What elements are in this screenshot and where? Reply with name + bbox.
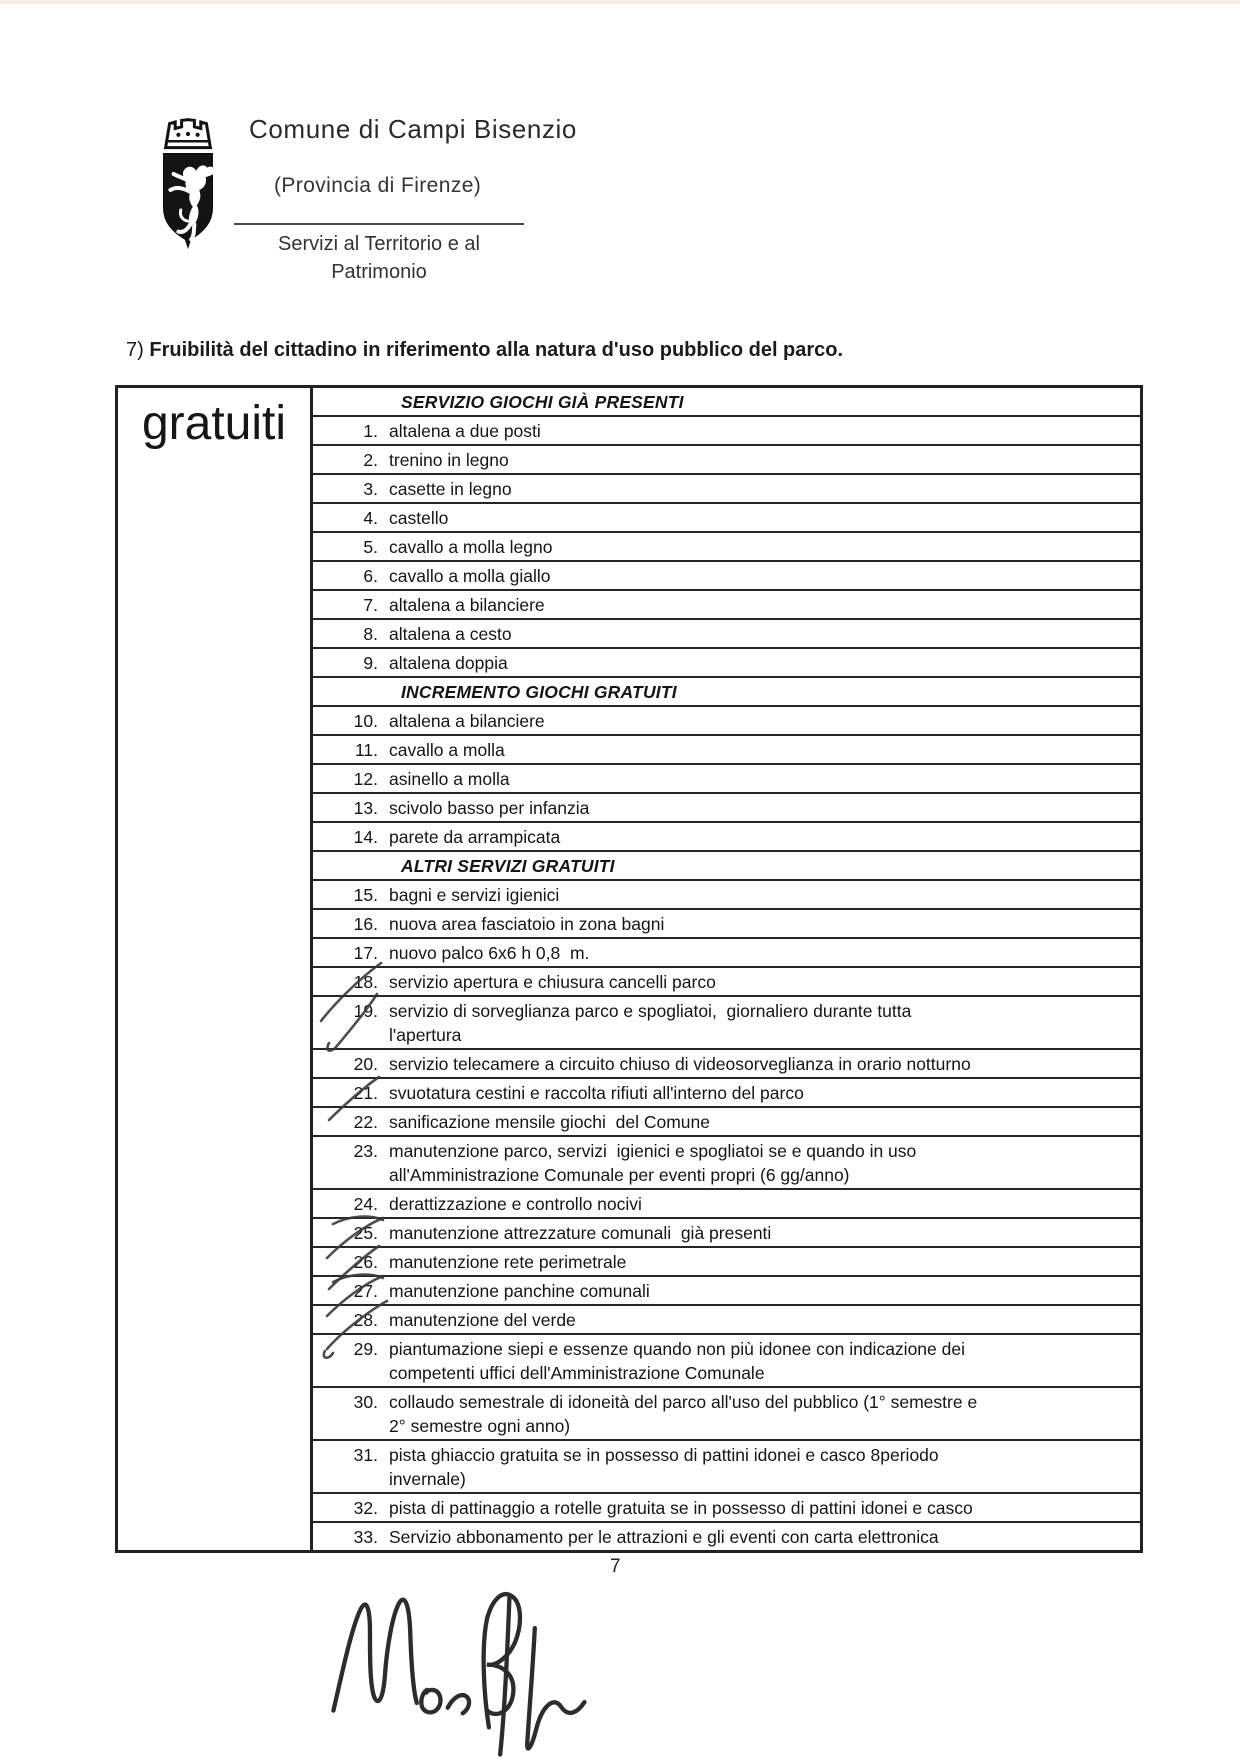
gratuiti-label: gratuiti — [141, 397, 287, 450]
row-number: 31. — [353, 1445, 378, 1465]
free-services-table — [115, 385, 1143, 1553]
section-header-label: SERVIZIO GIOCHI GIÀ PRESENTI — [401, 392, 684, 412]
section-header-row — [313, 678, 1140, 707]
table-row — [313, 939, 1140, 968]
row-number: 20. — [353, 1054, 378, 1074]
table-row — [313, 881, 1140, 910]
row-number: 4. — [363, 508, 378, 528]
table-row — [313, 1441, 1140, 1494]
row-number: 1. — [363, 421, 378, 441]
table-row — [313, 736, 1140, 765]
row-text: pista di pattinaggio a rotelle gratuita se in possesso di pattini idonei e casco — [389, 1498, 973, 1518]
table-row — [313, 620, 1140, 649]
row-number: 29. — [353, 1339, 378, 1359]
row-number: 27. — [353, 1281, 378, 1301]
row-text: pista ghiaccio gratuita se in possesso di pattini idonei e casco 8periodo invernale) — [389, 1445, 939, 1489]
row-text: altalena a bilanciere — [389, 711, 545, 731]
row-number: 18. — [353, 972, 378, 992]
row-text: nuovo palco 6x6 h 0,8 m. — [389, 943, 590, 963]
row-text: cavallo a molla — [389, 740, 505, 760]
row-number: 32. — [353, 1498, 378, 1518]
row-number: 22. — [353, 1112, 378, 1132]
row-text: Servizio abbonamento per le attrazioni e gli eventi con carta elettronica — [389, 1527, 939, 1547]
row-number: 13. — [353, 798, 378, 818]
section-header-row — [313, 852, 1140, 881]
row-number: 5. — [363, 537, 378, 557]
row-number: 3. — [363, 479, 378, 499]
table-row — [313, 1248, 1140, 1277]
section-heading-number: 7) — [126, 339, 144, 361]
row-text: svuotatura cestini e raccolta rifiuti all'interno del parco — [389, 1083, 804, 1103]
table-row — [313, 997, 1140, 1050]
table-row — [313, 707, 1140, 736]
table-row — [313, 1388, 1140, 1441]
table-row — [313, 1306, 1140, 1335]
section-header-row — [313, 388, 1140, 417]
row-number: 6. — [363, 566, 378, 586]
table-row — [313, 591, 1140, 620]
row-text: altalena a due posti — [389, 421, 541, 441]
row-text: altalena a bilanciere — [389, 595, 545, 615]
section-header-label: ALTRI SERVIZI GRATUITI — [401, 856, 615, 876]
row-text: asinello a molla — [389, 769, 510, 789]
table-row — [313, 504, 1140, 533]
department-line2: Patrimonio — [331, 261, 427, 283]
row-number: 17. — [353, 943, 378, 963]
row-number: 8. — [363, 624, 378, 644]
row-text: servizio telecamere a circuito chiuso di videosorveglianza in orario notturno — [389, 1054, 971, 1074]
table-row — [313, 417, 1140, 446]
table-row — [313, 1523, 1140, 1550]
row-text: manutenzione rete perimetrale — [389, 1252, 627, 1272]
row-text: trenino in legno — [389, 450, 509, 470]
table-row — [313, 562, 1140, 591]
table-row — [313, 1050, 1140, 1079]
table-rows — [313, 388, 1140, 1550]
row-text: scivolo basso per infanzia — [389, 798, 590, 818]
row-number: 30. — [353, 1392, 378, 1412]
row-text: bagni e servizi igienici — [389, 885, 560, 905]
table-row — [313, 1190, 1140, 1219]
row-text: manutenzione panchine comunali — [389, 1281, 650, 1301]
letterhead-department — [234, 230, 524, 286]
table-row — [313, 1079, 1140, 1108]
row-text: castello — [389, 508, 449, 528]
row-text: cavallo a molla legno — [389, 537, 553, 557]
row-number: 10. — [353, 711, 378, 731]
letterhead-province: (Provincia di Firenze) — [274, 174, 482, 197]
row-text: piantumazione siepi e essenze quando non più idonee con indicazione dei competenti uffici dell'Amministrazione Comunale — [389, 1339, 965, 1383]
row-number: 26. — [353, 1252, 378, 1272]
row-number: 23. — [353, 1141, 378, 1161]
row-number: 33. — [353, 1527, 378, 1547]
row-text: collaudo semestrale di idoneità del parco all'uso del pubblico (1° semestre e 2° semestre ogni anno) — [389, 1392, 978, 1436]
row-text: manutenzione del verde — [389, 1310, 576, 1330]
table-row — [313, 1219, 1140, 1248]
table-row — [313, 475, 1140, 504]
table-row — [313, 533, 1140, 562]
table-row — [313, 1137, 1140, 1190]
page-number: 7 — [610, 1556, 621, 1577]
row-text: manutenzione parco, servizi igienici e spogliatoi se e quando in uso all'Amministrazione Comunale per eventi propri (6 gg/anno) — [389, 1141, 917, 1185]
table-row — [313, 910, 1140, 939]
row-number: 19. — [353, 1001, 378, 1021]
row-text: altalena doppia — [389, 653, 508, 673]
row-number: 24. — [353, 1194, 378, 1214]
table-row — [313, 1494, 1140, 1523]
section-heading-text: Fruibilità del cittadino in riferimento alla natura d'uso pubblico del parco. — [149, 339, 844, 361]
department-line1: Servizi al Territorio e al — [278, 233, 480, 255]
row-text: casette in legno — [389, 479, 512, 499]
table-row — [313, 446, 1140, 475]
table-row — [313, 765, 1140, 794]
row-number: 25. — [353, 1223, 378, 1243]
section-header-label: INCREMENTO GIOCHI GRATUITI — [401, 682, 677, 702]
row-text: manutenzione attrezzature comunali già presenti — [389, 1223, 772, 1243]
table-row-label-cell — [118, 388, 313, 1550]
section-heading — [126, 339, 843, 362]
table-row — [313, 968, 1140, 997]
row-text: servizio apertura e chiusura cancelli parco — [389, 972, 716, 992]
row-text: derattizzazione e controllo nocivi — [389, 1194, 642, 1214]
municipal-coat-of-arms-logo — [148, 106, 228, 254]
table-row — [313, 1108, 1140, 1137]
row-text: servizio di sorveglianza parco e spogliatoi, giornaliero durante tutta l'apertura — [389, 1001, 912, 1045]
row-number: 15. — [353, 885, 378, 905]
row-number: 9. — [363, 653, 378, 673]
table-row — [313, 1277, 1140, 1306]
row-text: parete da arrampicata — [389, 827, 561, 847]
table-row — [313, 1335, 1140, 1388]
letterhead-municipality: Comune di Campi Bisenzio — [249, 114, 577, 144]
table-row — [313, 823, 1140, 852]
row-number: 21. — [353, 1083, 378, 1103]
scan-edge-artifact — [0, 0, 1240, 4]
row-number: 12. — [353, 769, 378, 789]
row-text: altalena a cesto — [389, 624, 512, 644]
row-text: sanificazione mensile giochi del Comune — [389, 1112, 711, 1132]
row-number: 28. — [353, 1310, 378, 1330]
row-number: 2. — [363, 450, 378, 470]
table-row — [313, 649, 1140, 678]
handwritten-signature — [322, 1570, 594, 1762]
row-number: 11. — [354, 740, 378, 760]
row-number: 16. — [353, 914, 378, 934]
letterhead-divider-line — [234, 223, 524, 225]
row-text: nuova area fasciatoio in zona bagni — [389, 914, 665, 934]
row-number: 7. — [363, 595, 378, 615]
table-row — [313, 794, 1140, 823]
row-text: cavallo a molla giallo — [389, 566, 551, 586]
row-number: 14. — [353, 827, 378, 847]
